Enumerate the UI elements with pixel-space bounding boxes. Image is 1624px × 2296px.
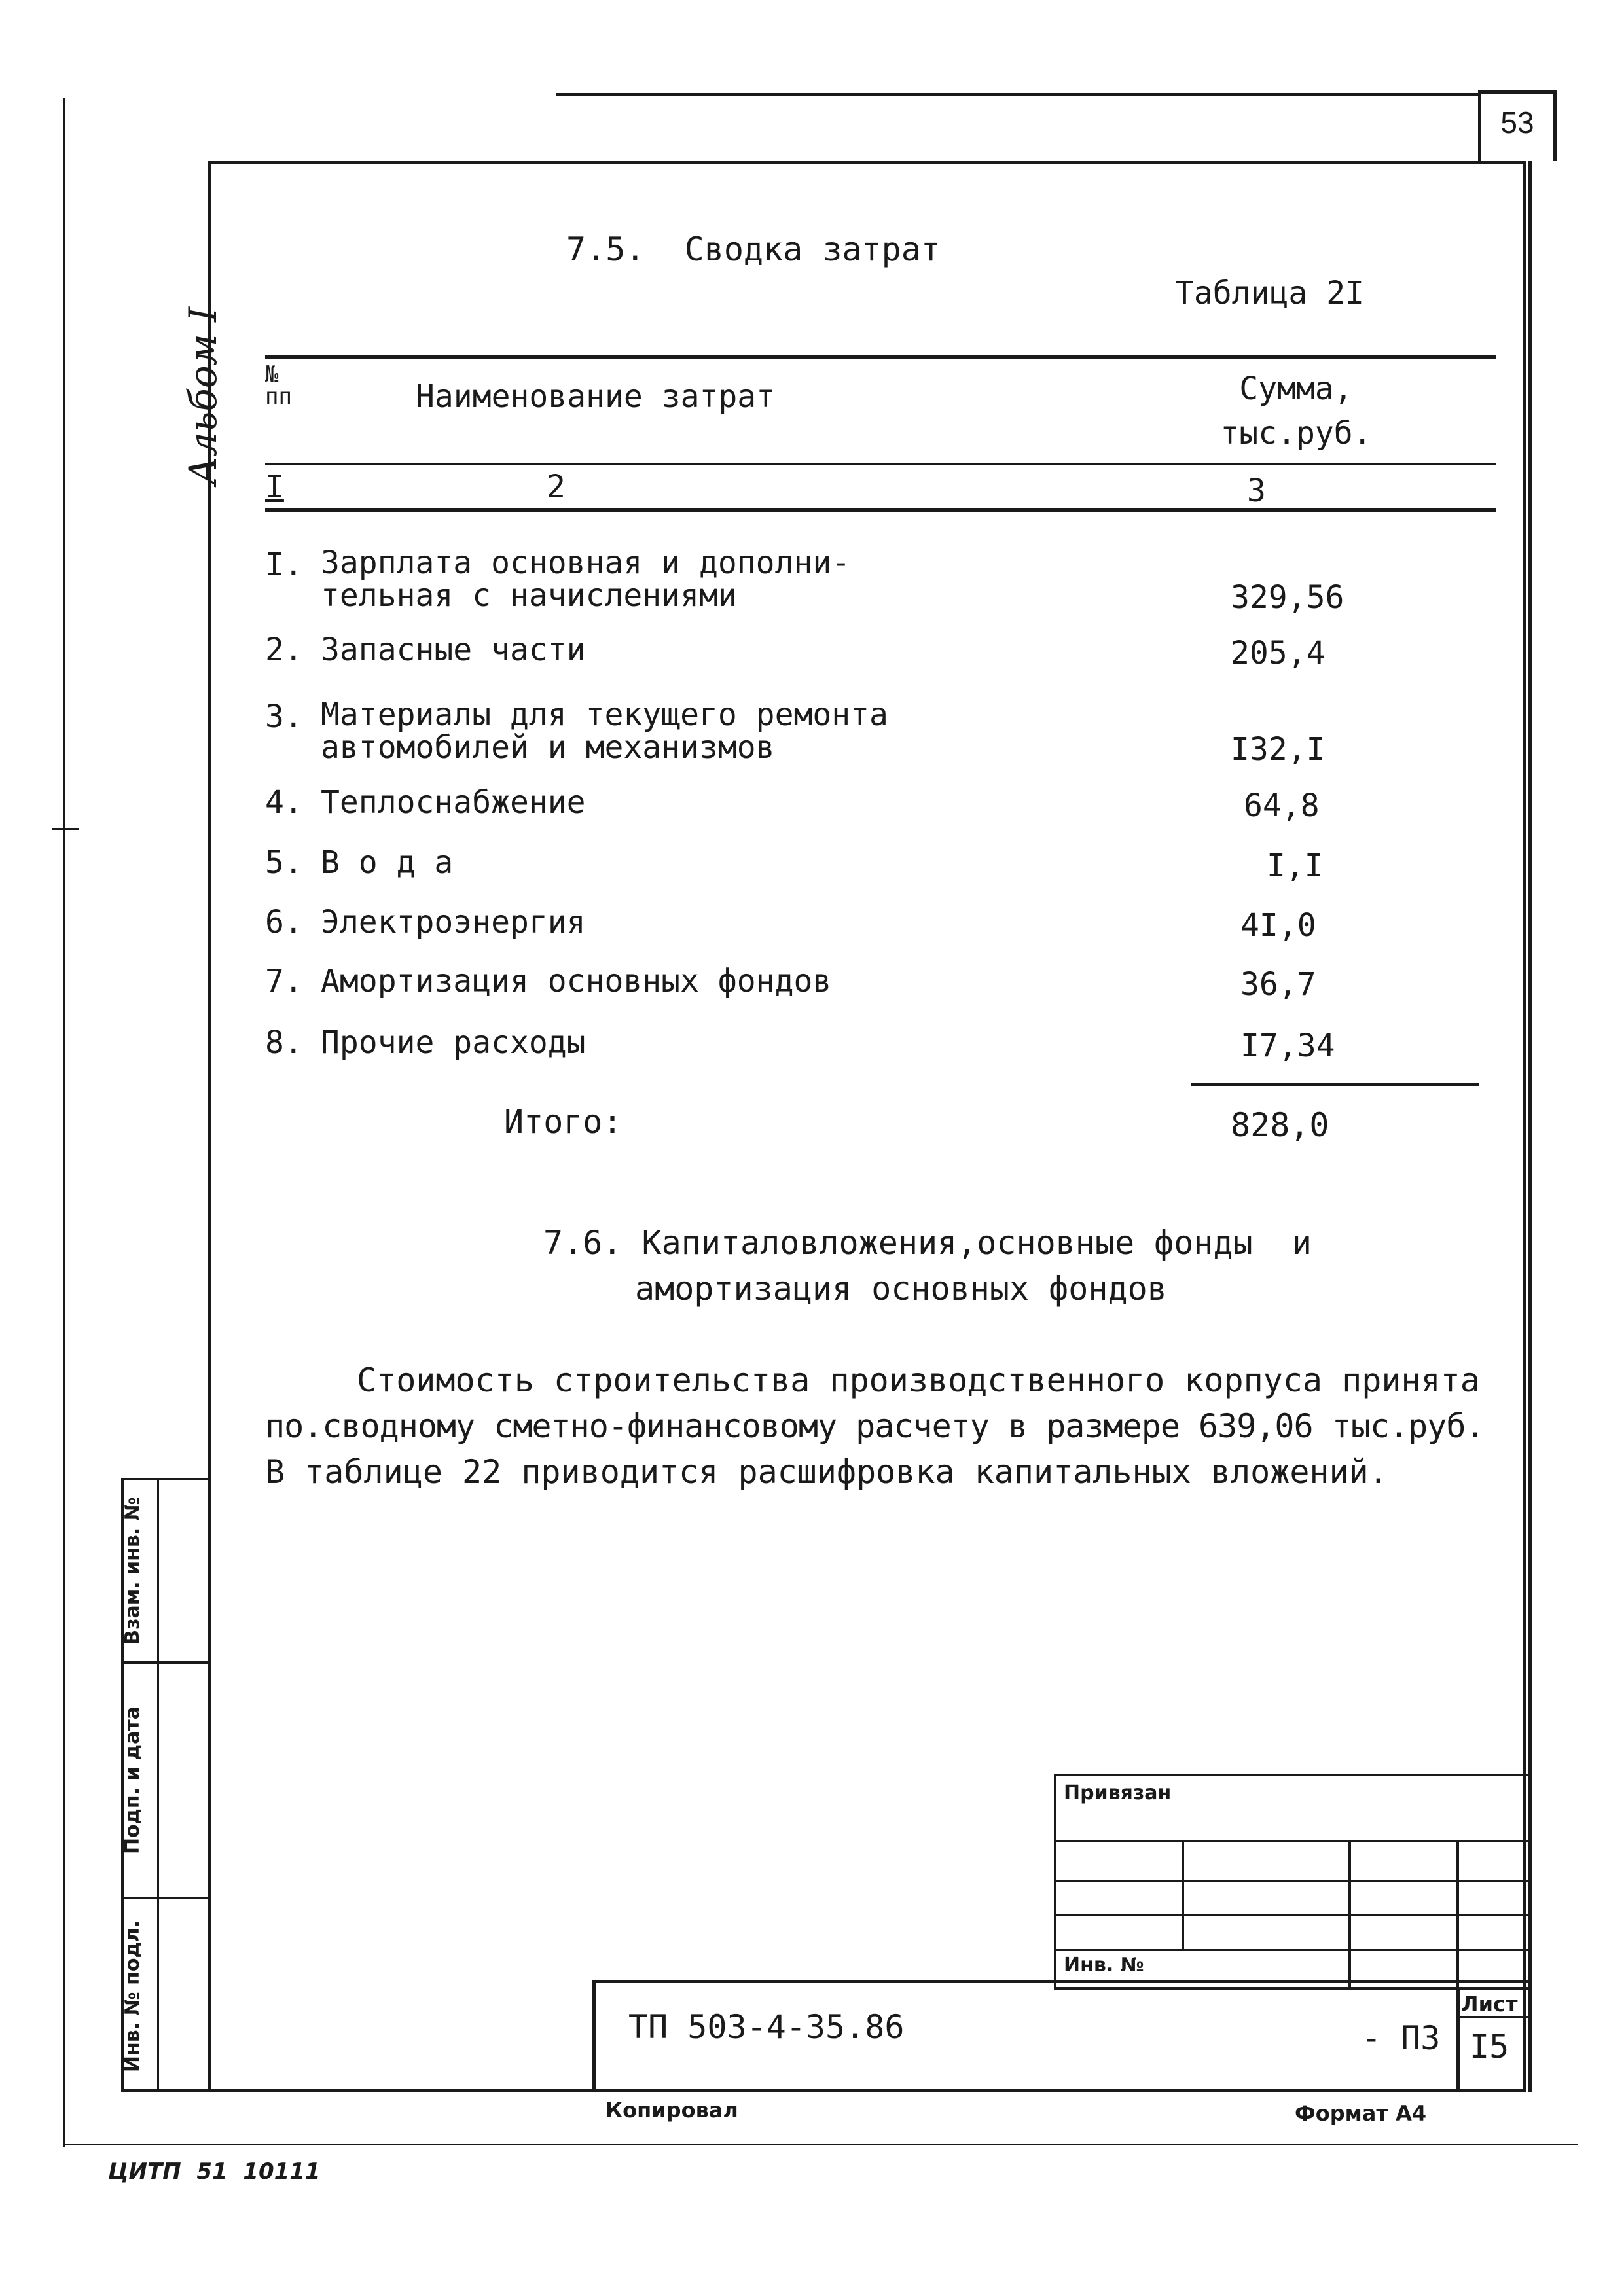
citp-label: ЦИТП 51 10111 <box>108 2159 321 2185</box>
paragraph-line-3: В таблице 22 приводится расшифровка капитальных вложений. <box>265 1453 1388 1491</box>
total-value: 828,0 <box>1231 1106 1329 1144</box>
privyazan-label: Привязан <box>1064 1782 1172 1804</box>
row-number: 3. <box>265 698 303 735</box>
header-sum: Сумма, тыс.руб. <box>1220 370 1372 452</box>
total-label: Итого: <box>504 1103 623 1141</box>
row-name: Теплоснабжение <box>321 784 586 821</box>
row-number: 4. <box>265 784 303 821</box>
top-line <box>556 93 1479 96</box>
table-colnum-rule <box>265 508 1496 512</box>
tb-row-3 <box>1054 1914 1532 1916</box>
row-name: Электроэнергия <box>321 904 586 941</box>
row-name: Запасные части <box>321 632 586 668</box>
total-rule <box>1191 1083 1479 1086</box>
row-value: 329,56 <box>1231 579 1344 616</box>
paragraph-line-1: Стоимость строительства производственного корпуса принята <box>357 1361 1480 1399</box>
inv-podl-label: Инв. № подл. <box>121 1920 144 2073</box>
row-name: Зарплата основная и дополни- тельная с начислениями <box>321 545 851 614</box>
colnum-3: 3 <box>1247 473 1266 509</box>
album-label: Альбом I <box>181 306 225 486</box>
table-header-rule <box>265 463 1496 465</box>
table-label: Таблица 2I <box>1175 275 1364 312</box>
row-name: Амортизация основных фондов <box>321 963 832 999</box>
left-binding-tick <box>52 828 79 830</box>
section-75-title: 7.5. Сводка затрат <box>566 230 941 268</box>
colnum-1: I <box>265 469 284 505</box>
tb-col-3 <box>1456 1840 1459 1990</box>
doc-code: ТП 503-4-35.86 <box>628 2008 905 2046</box>
sheet-number: I5 <box>1470 2028 1509 2066</box>
row-number: 2. <box>265 632 303 668</box>
row-number: 6. <box>265 904 303 941</box>
page-number: 53 <box>1500 105 1534 139</box>
row-value: 4I,0 <box>1240 907 1316 944</box>
table-top-rule <box>265 355 1496 359</box>
row-value: 64,8 <box>1244 787 1320 824</box>
sheet-label: Лист <box>1461 1992 1518 2017</box>
kopiroval-label: Копировал <box>605 2098 738 2123</box>
row-name: Материалы для текущего ремонта автомобилей и механизмов <box>321 696 888 766</box>
row-value: I7,34 <box>1240 1028 1335 1064</box>
side-stamp-row-2 <box>121 1897 209 1899</box>
inv-no-label: Инв. № <box>1064 1954 1144 1977</box>
vzam-inv-label: Взам. инв. № <box>121 1497 144 1645</box>
tb-row-1 <box>1054 1840 1532 1842</box>
sheet-col-line <box>1456 1990 1460 2092</box>
header-name: Наименование затрат <box>416 378 776 415</box>
header-num: № пп <box>265 361 292 410</box>
format-label: Формат А4 <box>1295 2101 1427 2126</box>
bottom-line <box>65 2144 1578 2145</box>
podp-data-label: Подп. и дата <box>121 1706 144 1855</box>
row-value: I32,I <box>1231 731 1326 768</box>
row-number: I. <box>265 547 303 583</box>
row-name: Прочие расходы <box>321 1024 586 1061</box>
doc-suffix: - ПЗ <box>1362 2019 1441 2057</box>
section-76-title-1: 7.6. Капиталовложения,основные фонды и <box>543 1224 1312 1262</box>
tb-col-1 <box>1182 1840 1184 1949</box>
tb-row-4 <box>1054 1949 1532 1951</box>
row-number: 8. <box>265 1024 303 1061</box>
row-value: 205,4 <box>1231 635 1326 672</box>
left-binding-line <box>63 98 65 2147</box>
paragraph-line-2: по.сводному сметно-финансовому расчету в размере 639,06 тыс.руб. <box>265 1407 1485 1445</box>
colnum-2: 2 <box>547 469 566 505</box>
row-value: 36,7 <box>1240 966 1316 1003</box>
section-76-title-2: амортизация основных фондов <box>635 1270 1167 1308</box>
side-stamp-divider <box>157 1478 159 2092</box>
row-number: 5. <box>265 844 303 881</box>
tb-col-2 <box>1348 1840 1351 1990</box>
row-number: 7. <box>265 963 303 999</box>
row-name: В о д а <box>321 844 454 881</box>
row-value: I,I <box>1267 848 1324 884</box>
tb-row-2 <box>1054 1880 1532 1882</box>
